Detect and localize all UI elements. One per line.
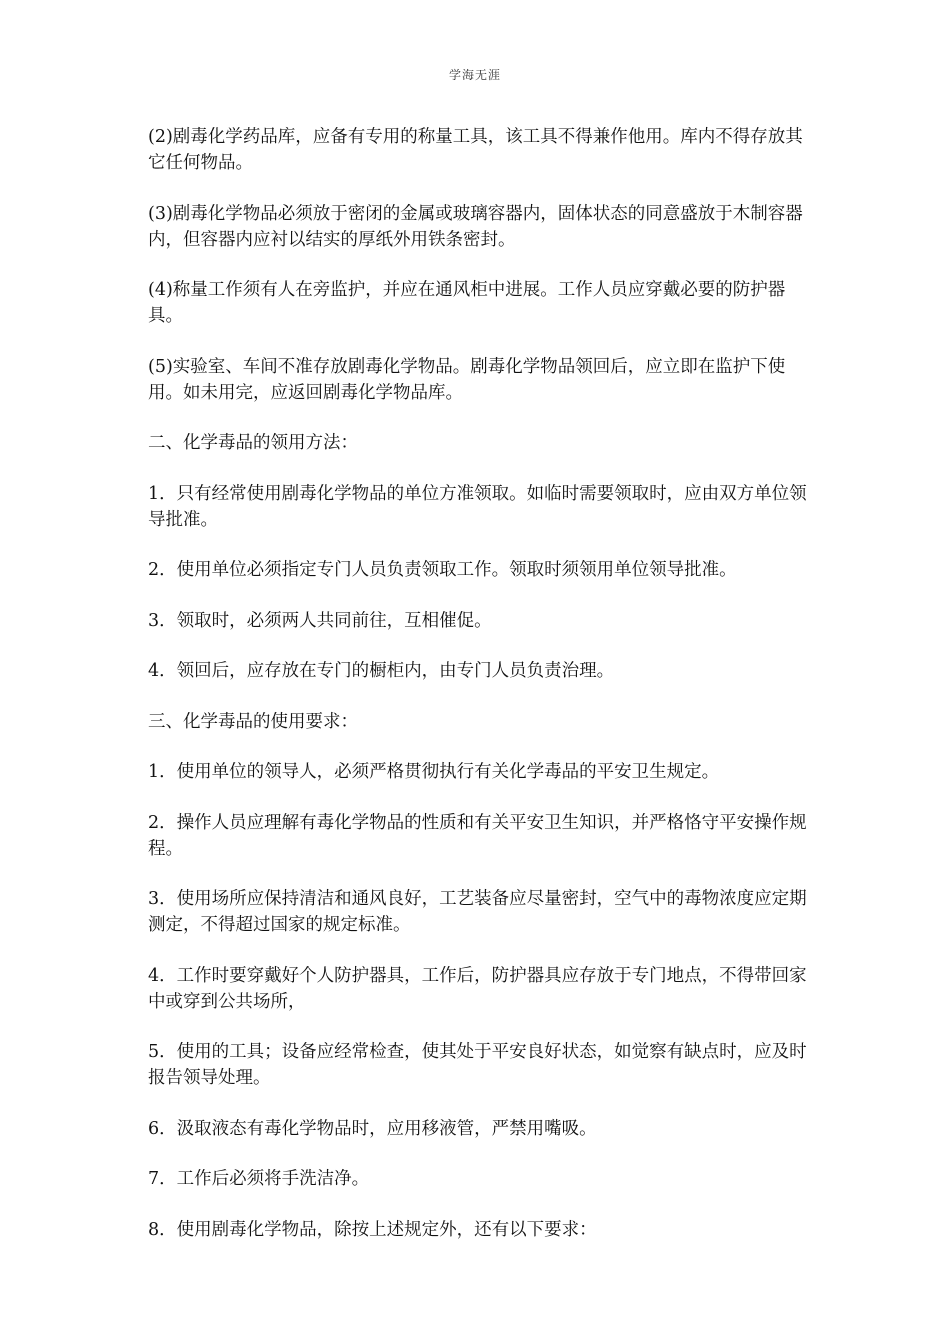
paragraph-use-5: 5．使用的工具；设备应经常检查，使其处于平安良好状态，如觉察有缺点时，应及时报告领导处理。 <box>148 1042 807 1088</box>
paragraph-rule-5: (5)实验室、车间不准存放剧毒化学物品。剧毒化学物品领回后，应立即在监护下使用。如未用完，应返回剧毒化学物品库。 <box>148 356 786 403</box>
document-body <box>148 124 808 1267</box>
paragraph-rule-2: (2)剧毒化学药品库，应备有专用的称量工具，该工具不得兼作他用。库内不得存放其它任何物品。 <box>148 127 803 173</box>
paragraph-use-2: 2．操作人员应理解有毒化学物品的性质和有关平安卫生知识，并严格恪守平安操作规程。 <box>148 812 807 859</box>
paragraph-use-4: 4．工作时要穿戴好个人防护器具，工作后，防护器具应存放于专门地点，不得带回家中或穿到公共场所， <box>148 965 807 1012</box>
paragraph-use-7: 7．工作后必须将手洗洁净。 <box>148 1169 370 1189</box>
paragraph-collect-2: 2．使用单位必须指定专门人员负责领取工作。领取时须领用单位领导批准。 <box>148 560 737 580</box>
paragraph-rule-4: (4)称量工作须有人在旁监护，并应在通风柜中进展。工作人员应穿戴必要的防护器具。 <box>148 280 786 326</box>
paragraph-collect-1: 1．只有经常使用剧毒化学物品的单位方准领取。如临时需要领取时，应由双方单位领导批准。 <box>148 483 807 530</box>
paragraph-rule-3: (3)剧毒化学物品必须放于密闭的金属或玻璃容器内，固体状态的同意盛放于木制容器内，但容器内应衬以结实的厚纸外用铁条密封。 <box>148 203 803 250</box>
paragraph-use-6: 6．汲取液态有毒化学物品时，应用移液管，严禁用嘴吸。 <box>148 1118 597 1139</box>
paragraph-collect-4: 4．领回后，应存放在专门的橱柜内，由专门人员负责治理。 <box>148 661 615 681</box>
paragraph-collect-3: 3．领取时，必须两人共同前往，互相催促。 <box>148 610 492 631</box>
page-header: 学海无涯 <box>448 68 501 82</box>
paragraph-use-1: 1．使用单位的领导人，必须严格贯彻执行有关化学毒品的平安卫生规定。 <box>148 762 720 782</box>
section-heading-3: 三、化学毒品的使用要求： <box>148 711 358 732</box>
section-heading-2: 二、化学毒品的领用方法： <box>148 433 358 453</box>
paragraph-use-8: 8．使用剧毒化学物品，除按上述规定外，还有以下要求： <box>148 1219 597 1240</box>
paragraph-use-3: 3．使用场所应保持清洁和通风良好，工艺装备应尽量密封，空气中的毒物浓度应定期测定，不得超过国家的规定标准。 <box>148 889 807 935</box>
